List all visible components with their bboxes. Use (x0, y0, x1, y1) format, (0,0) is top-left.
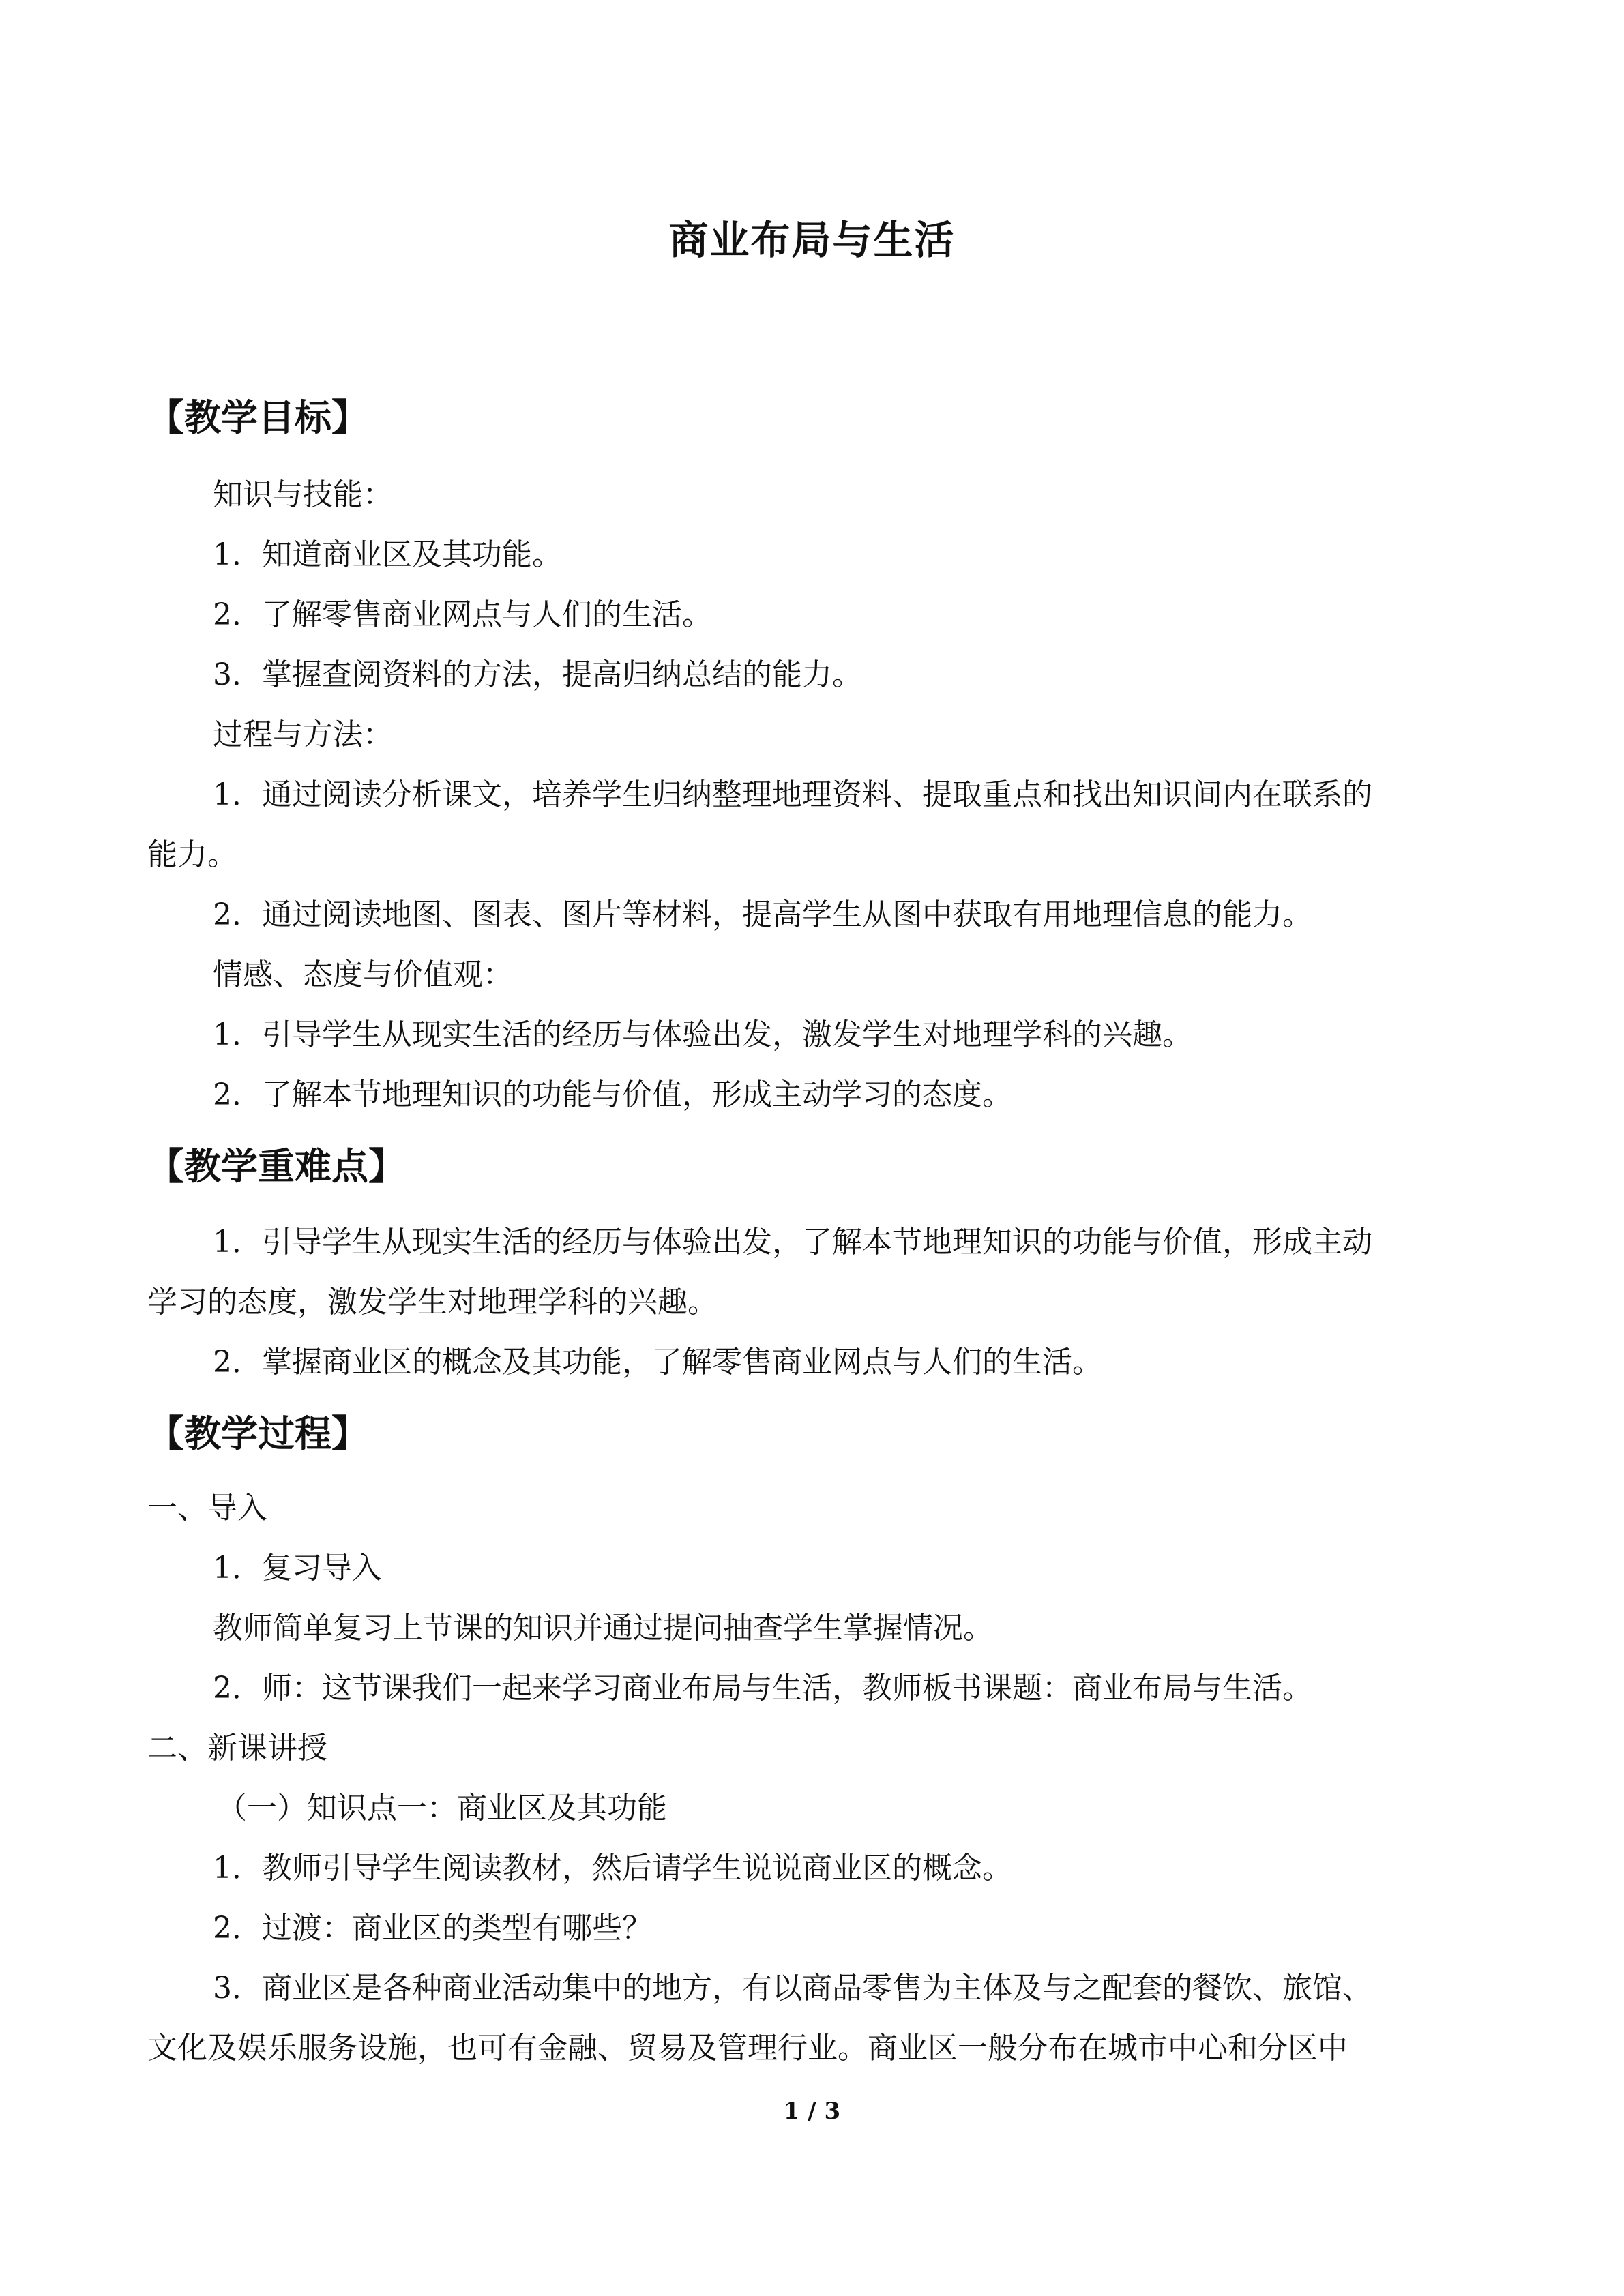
document-title: 商业布局与生活 (668, 217, 956, 263)
paragraph-line: 2．过渡：商业区的类型有哪些？ (213, 1911, 652, 1945)
section-heading-key-points: 【教学重难点】 (147, 1144, 405, 1188)
paragraph-line: 能力。 (147, 837, 237, 872)
paragraph-line: 2．掌握商业区的概念及其功能，了解零售商业网点与人们的生活。 (213, 1345, 1102, 1380)
paragraph-line: 学习的态度，激发学生对地理学科的兴趣。 (147, 1285, 718, 1320)
paragraph-line: 过程与方法： (213, 717, 393, 752)
paragraph-line: 1．通过阅读分析课文，培养学生归纳整理地理资料、提取重点和找出知识间内在联系的 (213, 777, 1372, 812)
paragraph-line: 2．了解零售商业网点与人们的生活。 (213, 597, 712, 632)
page-number: 1 / 3 (783, 2098, 841, 2125)
paragraph-line: 1．知道商业区及其功能。 (213, 537, 562, 572)
paragraph-line: 二、新课讲授 (147, 1731, 327, 1765)
paragraph-line: 1．复习导入 (213, 1551, 382, 1585)
paragraph-line: 1．教师引导学生阅读教材，然后请学生说说商业区的概念。 (213, 1851, 1012, 1885)
paragraph-line: 1．引导学生从现实生活的经历与体验出发，激发学生对地理学科的兴趣。 (213, 1017, 1192, 1052)
paragraph-line: 1．引导学生从现实生活的经历与体验出发，了解本节地理知识的功能与价值，形成主动 (213, 1225, 1372, 1259)
paragraph-line: 情感、态度与价值观： (213, 957, 513, 992)
paragraph-line: 一、导入 (147, 1491, 267, 1525)
paragraph-line: 3．商业区是各种商业活动集中的地方，有以商品零售为主体及与之配套的餐饮、旅馆、 (213, 1971, 1372, 2006)
paragraph-line: 2．了解本节地理知识的功能与价值，形成主动学习的态度。 (213, 1077, 1012, 1112)
paragraph-line: 教师简单复习上节课的知识并通过提问抽查学生掌握情况。 (213, 1611, 993, 1645)
paragraph-line: 文化及娱乐服务设施，也可有金融、贸易及管理行业。商业区一般分布在城市中心和分区中 (147, 2031, 1348, 2066)
section-heading-process: 【教学过程】 (147, 1412, 368, 1455)
paragraph-line: 2．师：这节课我们一起来学习商业布局与生活，教师板书课题：商业布局与生活。 (213, 1671, 1312, 1705)
paragraph-line: （一）知识点一：商业区及其功能 (217, 1791, 667, 1825)
section-heading-objectives: 【教学目标】 (147, 396, 368, 439)
paragraph-line: 2．通过阅读地图、图表、图片等材料，提高学生从图中获取有用地理信息的能力。 (213, 897, 1312, 932)
paragraph-line: 知识与技能： (213, 477, 393, 512)
paragraph-line: 3．掌握查阅资料的方法，提高归纳总结的能力。 (213, 657, 862, 692)
